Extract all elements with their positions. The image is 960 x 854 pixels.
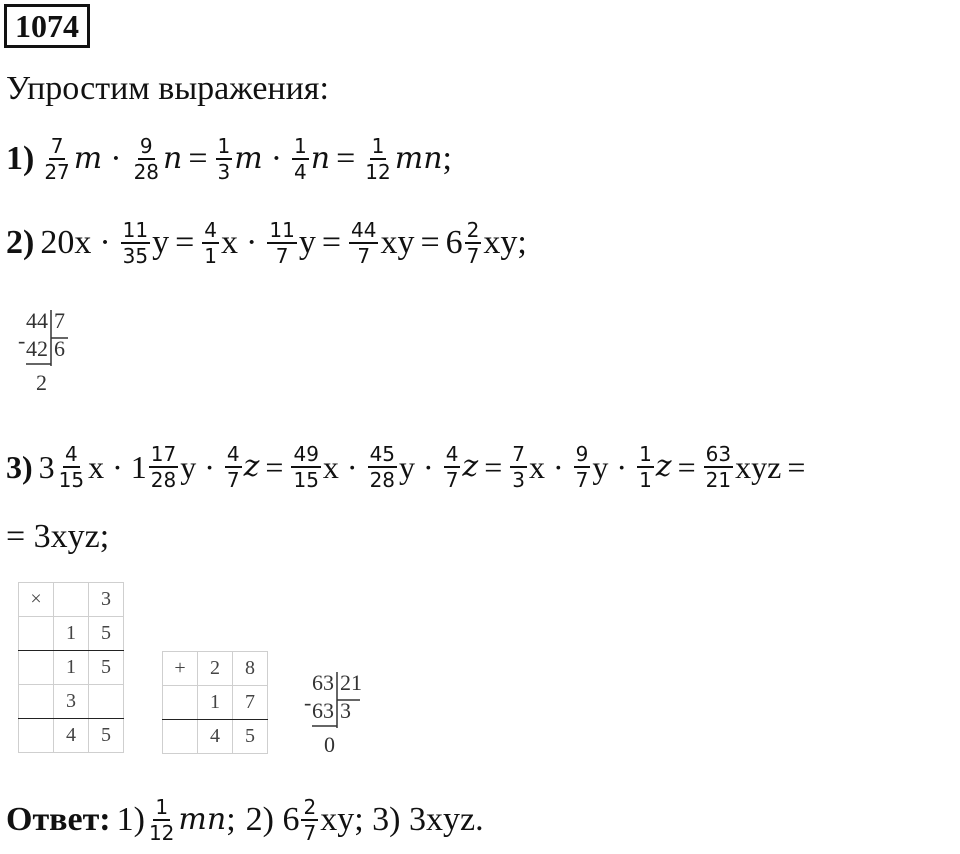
dot-operator: · <box>112 449 123 485</box>
variable: n <box>310 141 331 176</box>
multiplication-grid: × 3 1 5 1 5 3 4 5 <box>18 582 124 753</box>
division-bracket <box>16 308 86 398</box>
fraction: $\frac{1}{4}$ <box>294 134 307 184</box>
item-label-1: 1) <box>6 140 35 177</box>
fraction: $\frac{1}{12}$ <box>148 795 175 845</box>
fraction: $\frac{45}{28}$ <box>369 442 396 492</box>
dot-operator: · <box>204 449 215 485</box>
minus-sign: - <box>18 328 26 353</box>
fraction: $\frac{7}{27}$ <box>44 134 70 184</box>
variable: xy; <box>483 224 527 261</box>
item-label-2: 2) <box>6 224 35 261</box>
long-division-1 <box>16 308 86 398</box>
variable: y <box>298 224 316 261</box>
equals-sign: = <box>484 449 503 485</box>
variable: y <box>152 224 170 261</box>
quotient: 6 <box>54 336 65 361</box>
fraction: $\frac{11}{7}$ <box>269 218 295 268</box>
fraction: $\frac{49}{15}$ <box>293 442 319 492</box>
fraction: $\frac{4}{7}$ <box>445 442 459 492</box>
variable: m <box>73 141 103 176</box>
variable: mn <box>394 141 443 176</box>
variable: x <box>221 224 239 261</box>
fraction: $\frac{44}{7}$ <box>351 218 377 268</box>
equals-sign: = <box>336 140 356 177</box>
fraction: $\frac{9}{7}$ <box>575 442 589 492</box>
remainder: 2 <box>36 370 47 395</box>
equals-sign: = <box>787 449 806 485</box>
long-division-2 <box>302 670 382 760</box>
whole-part: 3 <box>38 449 55 485</box>
fraction: $\frac{17}{28}$ <box>150 442 177 492</box>
dividend: 63 <box>312 670 334 695</box>
fraction: $\frac{1}{1}$ <box>639 442 652 492</box>
dot-operator: · <box>270 140 283 177</box>
result-text: = 3xyz; <box>6 518 110 555</box>
answer-part-3: xy; 3) 3xyz. <box>320 801 484 838</box>
separator: ; <box>226 801 236 838</box>
answer-part-1: 1) <box>116 801 145 838</box>
dot-operator: · <box>553 449 564 485</box>
fraction: $\frac{4}{15}$ <box>58 442 85 492</box>
divisor: 7 <box>54 308 65 333</box>
fraction: $\frac{4}{1}$ <box>204 218 218 268</box>
variable: mn <box>178 802 227 837</box>
answer <box>6 795 484 845</box>
variable: z <box>243 449 260 484</box>
remainder: 0 <box>324 732 335 757</box>
dividend: 44 <box>26 308 48 333</box>
variable: x <box>322 449 339 485</box>
equals-sign: = <box>175 224 195 261</box>
fraction: $\frac{1}{3}$ <box>217 134 231 184</box>
equals-sign: = <box>265 449 284 485</box>
addition-grid: + 2 8 1 7 4 5 <box>162 651 268 754</box>
variable: y <box>592 449 609 485</box>
variable: x <box>529 449 546 485</box>
dot-operator: · <box>246 224 258 261</box>
subtrahend: 63 <box>312 698 334 723</box>
answer-part-2: 2) 6 <box>245 801 300 838</box>
variable: xy <box>380 224 415 261</box>
variable: xyz <box>735 449 782 485</box>
problem-number: 1074 <box>4 4 90 48</box>
expression-1 <box>6 134 452 184</box>
divisor: 21 <box>340 670 362 695</box>
dot-operator: · <box>346 449 358 485</box>
answer-label: Ответ: <box>6 801 111 838</box>
equals-sign: = <box>677 449 696 485</box>
whole-part: 6 <box>445 224 463 261</box>
dot-operator: · <box>99 224 111 261</box>
equals-sign: = <box>188 140 208 177</box>
dot-operator: · <box>110 140 122 177</box>
fraction: $\frac{9}{28}$ <box>133 134 160 184</box>
semicolon: ; <box>442 140 452 177</box>
fraction: $\frac{4}{7}$ <box>226 442 240 492</box>
fraction: $\frac{63}{21}$ <box>705 442 732 492</box>
fraction: $\frac{7}{3}$ <box>512 442 526 492</box>
fraction: $\frac{11}{35}$ <box>122 218 149 268</box>
quotient: 3 <box>340 698 351 723</box>
minus-sign: - <box>304 690 312 715</box>
equals-sign: = <box>321 224 341 261</box>
dot-operator: · <box>616 449 628 485</box>
division-bracket <box>302 670 382 760</box>
variable: x <box>88 449 105 485</box>
variable: z <box>655 449 672 484</box>
expression-3-continuation <box>6 512 109 562</box>
fraction: $\frac{2}{7}$ <box>466 218 480 268</box>
whole-part: 1 <box>130 449 147 485</box>
expression-3 <box>6 442 805 492</box>
subtrahend: 42 <box>26 336 48 361</box>
expression-2 <box>6 218 527 268</box>
fraction: $\frac{1}{12}$ <box>365 134 391 184</box>
variable: y <box>399 449 416 485</box>
fraction: $\frac{2}{7}$ <box>303 795 317 845</box>
term: 20x <box>40 224 92 261</box>
variable: n <box>163 141 183 176</box>
item-label-3: 3) <box>6 449 33 485</box>
equals-sign: = <box>420 224 440 261</box>
variable: m <box>234 141 263 176</box>
heading: Упростим выражения: <box>6 70 329 107</box>
variable: z <box>462 449 479 484</box>
dot-operator: · <box>423 449 434 485</box>
variable: y <box>180 449 197 485</box>
